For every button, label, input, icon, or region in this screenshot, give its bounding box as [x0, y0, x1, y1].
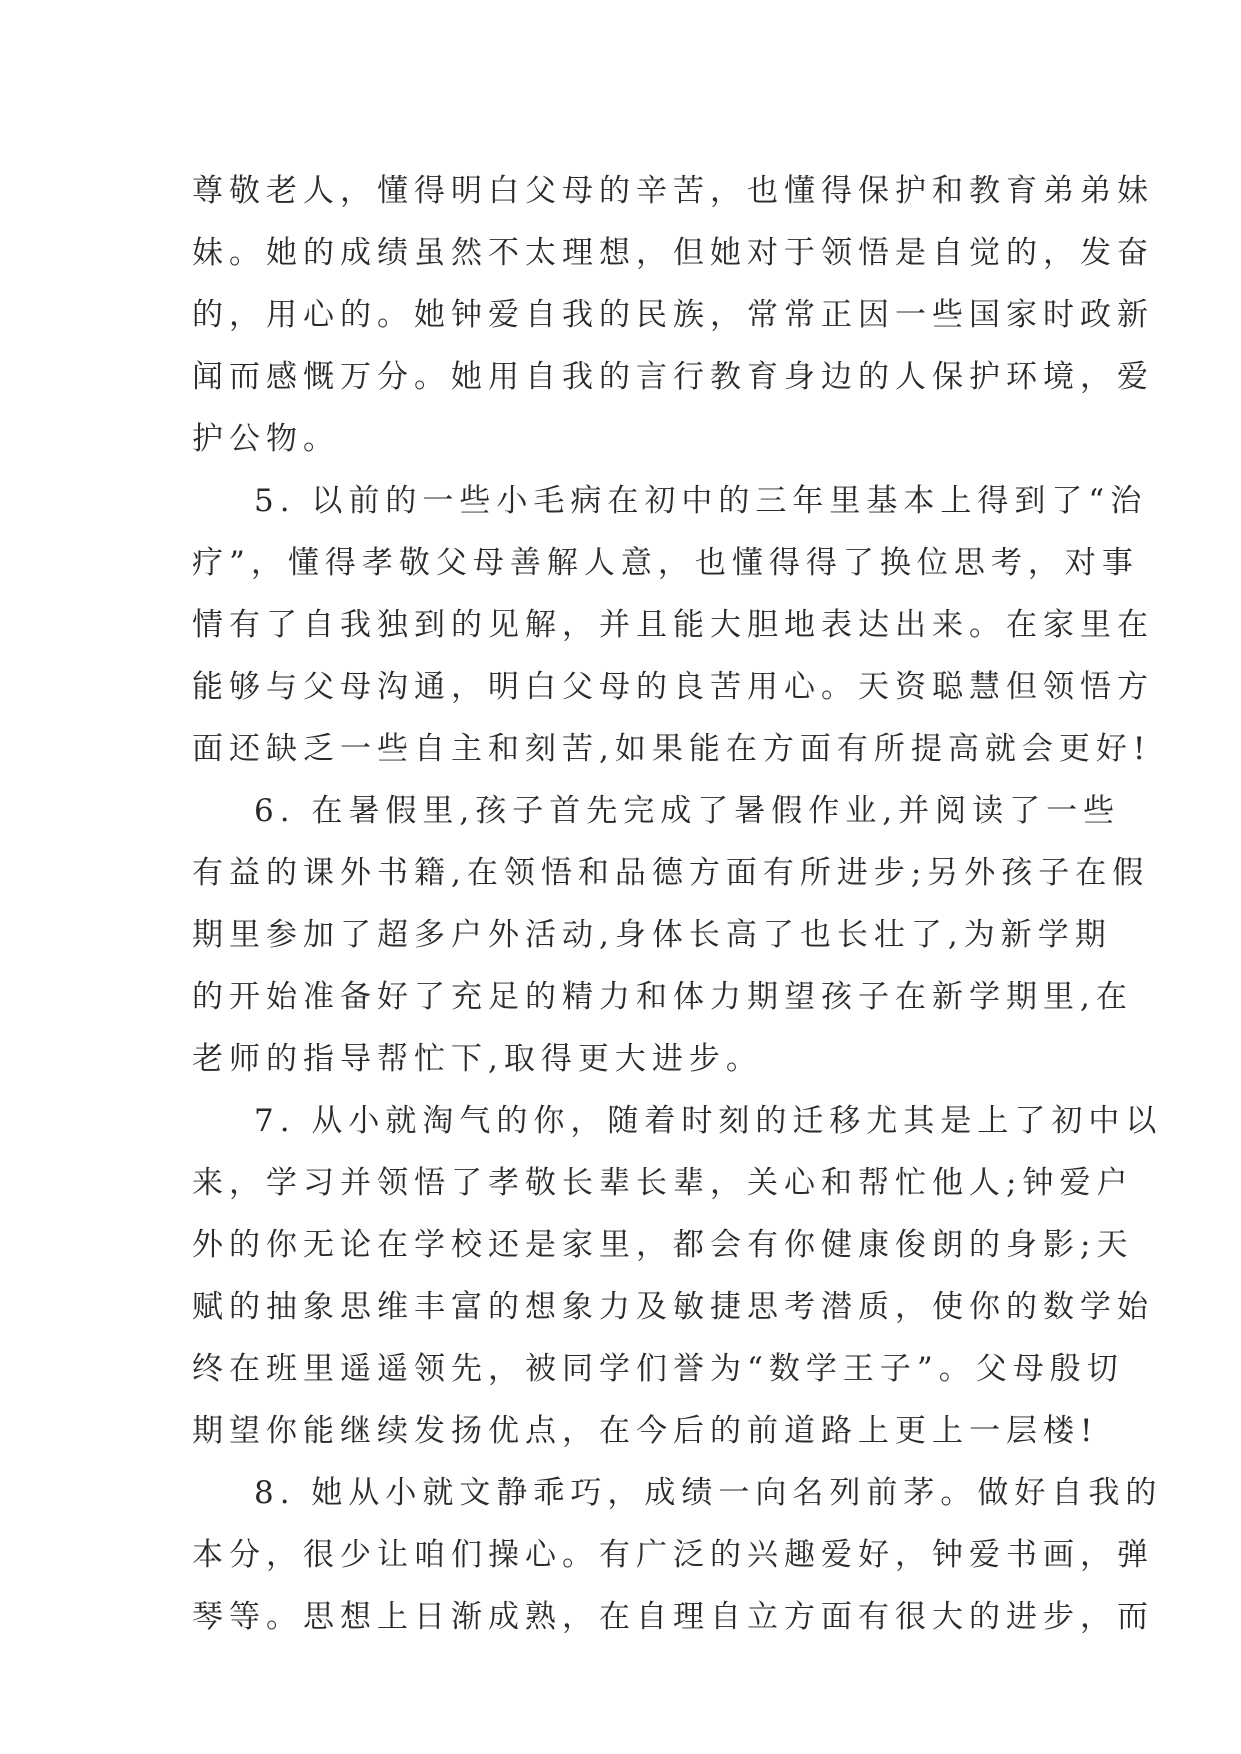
body-text — [192, 160, 1163, 1648]
text-line: 期里参加了超多户外活动,身体长高了也长壮了,为新学期 — [192, 917, 1112, 953]
paragraph-7 — [192, 1090, 1163, 1462]
text-line: 期望你能继续发扬优点，在今后的前道路上更上一层楼! — [192, 1413, 1099, 1449]
text-line: 7. 从小就淘气的你，随着时刻的迁移尤其是上了初中以 — [254, 1103, 1163, 1139]
text-line: 终在班里遥遥领先，被同学们誉为“数学王子”。父母殷切 — [192, 1351, 1124, 1387]
text-line: 尊敬老人，懂得明白父母的辛苦，也懂得保护和教育弟弟妹 — [192, 173, 1154, 209]
text-line: 6. 在暑假里,孩子首先完成了暑假作业,并阅读了一些 — [254, 793, 1121, 829]
text-line: 妹。她的成绩虽然不太理想，但她对于领悟是自觉的，发奋 — [192, 235, 1154, 271]
text-line: 的，用心的。她钟爱自我的民族，常常正因一些国家时政新 — [192, 297, 1154, 333]
text-line: 护公物。 — [192, 421, 340, 457]
paragraph-6 — [192, 780, 1150, 1090]
paragraph-8 — [192, 1462, 1163, 1648]
text-line: 面还缺乏一些自主和刻苦,如果能在方面有所提高就会更好! — [192, 731, 1152, 767]
text-line: 有益的课外书籍,在领悟和品德方面有所进步;另外孩子在假 — [192, 855, 1150, 891]
text-line: 能够与父母沟通，明白父母的良苦用心。天资聪慧但领悟方 — [192, 669, 1154, 705]
text-line: 本分，很少让咱们操心。有广泛的兴趣爱好，钟爱书画，弹 — [192, 1537, 1154, 1573]
paragraph-5 — [192, 470, 1154, 780]
text-line: 老师的指导帮忙下,取得更大进步。 — [192, 1041, 763, 1077]
text-line: 琴等。思想上日渐成熟，在自理自立方面有很大的进步，而 — [192, 1599, 1154, 1635]
text-line: 赋的抽象思维丰富的想象力及敏捷思考潜质，使你的数学始 — [192, 1289, 1154, 1325]
text-line: 疗”，懂得孝敬父母善解人意，也懂得得了换位思考，对事 — [192, 545, 1139, 581]
text-line: 外的你无论在学校还是家里，都会有你健康俊朗的身影;天 — [192, 1227, 1134, 1263]
text-line: 来，学习并领悟了孝敬长辈长辈，关心和帮忙他人;钟爱户 — [192, 1165, 1134, 1201]
text-line: 的开始准备好了充足的精力和体力期望孩子在新学期里,在 — [192, 979, 1133, 1015]
text-line: 5. 以前的一些小毛病在初中的三年里基本上得到了“治 — [254, 483, 1148, 519]
paragraph-4-continued — [192, 160, 1154, 470]
text-line: 8. 她从小就文静乖巧，成绩一向名列前茅。做好自我的 — [254, 1475, 1163, 1511]
text-line: 闻而感慨万分。她用自我的言行教育身边的人保护环境，爱 — [192, 359, 1154, 395]
text-line: 情有了自我独到的见解，并且能大胆地表达出来。在家里在 — [192, 607, 1154, 643]
